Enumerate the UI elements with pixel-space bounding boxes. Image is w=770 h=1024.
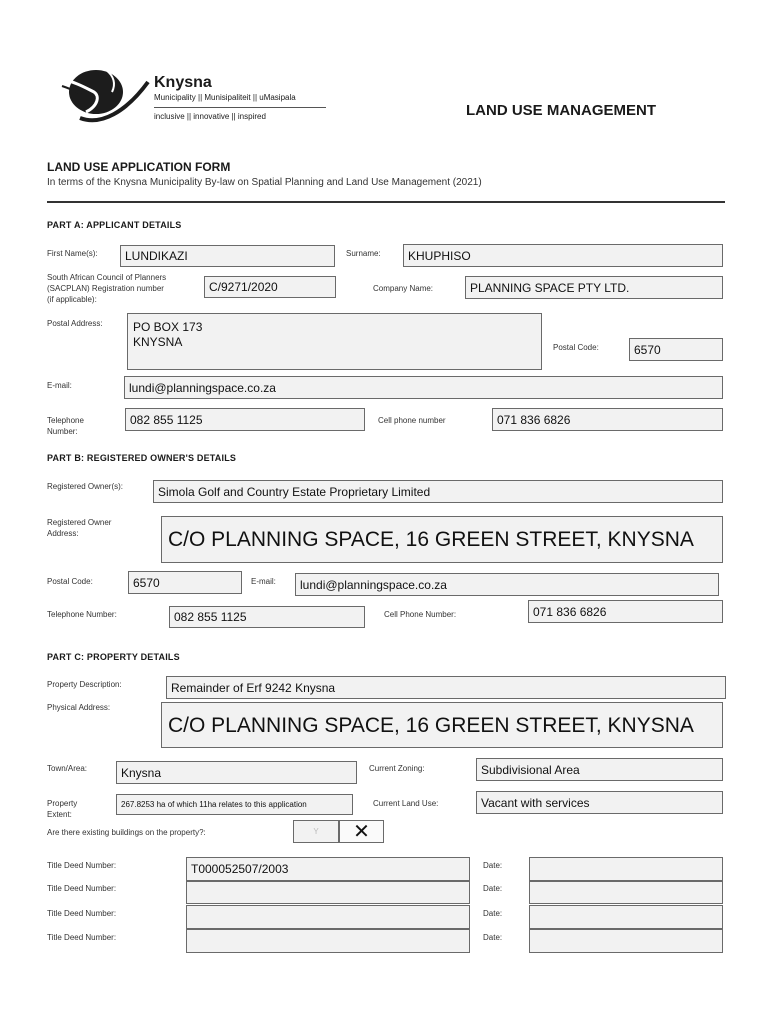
- email-field[interactable]: lundi@planningspace.co.za: [124, 376, 723, 399]
- sacplan-label-2: (SACPLAN) Registration number: [47, 284, 164, 293]
- extent-field[interactable]: 267.8253 ha of which 11ha relates to this application: [116, 794, 353, 815]
- email-label: E-mail:: [47, 381, 72, 390]
- date-label-3: Date:: [483, 909, 503, 918]
- buildings-label: Are there existing buildings on the property?:: [47, 828, 206, 837]
- zoning-label: Current Zoning:: [369, 764, 425, 773]
- cell-field[interactable]: 071 836 6826: [492, 408, 723, 431]
- first-name-label: First Name(s):: [47, 249, 98, 258]
- title-deed-field-3[interactable]: [186, 905, 470, 929]
- form-title: LAND USE APPLICATION FORM: [47, 160, 231, 174]
- owner-address-label-2: Address:: [47, 529, 79, 538]
- buildings-yes-checkbox[interactable]: Y: [293, 820, 339, 843]
- date-field-1[interactable]: [529, 857, 723, 881]
- part-c-heading: PART C: PROPERTY DETAILS: [47, 652, 180, 662]
- title-rule: [47, 201, 725, 203]
- owner-email-field[interactable]: lundi@planningspace.co.za: [295, 573, 719, 596]
- date-label-2: Date:: [483, 884, 503, 893]
- owner-cell-label: Cell Phone Number:: [384, 610, 457, 619]
- title-deed-field-1[interactable]: T000052507/2003: [186, 857, 470, 881]
- date-field-4[interactable]: [529, 929, 723, 953]
- title-deed-label-4: Title Deed Number:: [47, 933, 117, 942]
- owner-telephone-field[interactable]: 082 855 1125: [169, 606, 365, 628]
- date-field-2[interactable]: [529, 881, 723, 904]
- postal-address-line-2: KNYSNA: [133, 335, 183, 349]
- extent-label-2: Extent:: [47, 810, 72, 819]
- owner-address-label-1: Registered Owner: [47, 518, 112, 527]
- property-description-field[interactable]: Remainder of Erf 9242 Knysna: [166, 676, 726, 699]
- form-subtitle: In terms of the Knysna Municipality By-law on Spatial Planning and Land Use Management (2021): [47, 177, 482, 188]
- owner-address-field[interactable]: C/O PLANNING SPACE, 16 GREEN STREET, KNYSNA: [161, 516, 723, 563]
- title-deed-label-3: Title Deed Number:: [47, 909, 117, 918]
- land-use-field[interactable]: Vacant with services: [476, 791, 723, 814]
- town-field[interactable]: Knysna: [116, 761, 357, 784]
- extent-label-1: Property: [47, 799, 78, 808]
- physical-address-field[interactable]: C/O PLANNING SPACE, 16 GREEN STREET, KNYSNA: [161, 702, 723, 748]
- title-deed-field-4[interactable]: [186, 929, 470, 953]
- owner-field[interactable]: Simola Golf and Country Estate Proprietary Limited: [153, 480, 723, 503]
- owner-postal-code-label: Postal Code:: [47, 577, 93, 586]
- knysna-emblem-icon: [56, 62, 156, 126]
- title-deed-label-1: Title Deed Number:: [47, 861, 117, 870]
- telephone-label-2: Number:: [47, 427, 78, 436]
- company-label: Company Name:: [373, 284, 434, 293]
- town-label: Town/Area:: [47, 764, 88, 773]
- title-deed-label-2: Title Deed Number:: [47, 884, 117, 893]
- land-use-label: Current Land Use:: [373, 799, 439, 808]
- postal-address-line-1: PO BOX 173: [133, 320, 203, 334]
- zoning-field[interactable]: Subdivisional Area: [476, 758, 723, 781]
- municipality-logo: [56, 62, 336, 126]
- owner-telephone-label: Telephone Number:: [47, 610, 117, 619]
- telephone-field[interactable]: 082 855 1125: [125, 408, 365, 431]
- postal-address-label: Postal Address:: [47, 319, 103, 328]
- owner-cell-field[interactable]: 071 836 6826: [528, 600, 723, 623]
- sacplan-label-3: (if applicable):: [47, 295, 97, 304]
- owner-postal-code-field[interactable]: 6570: [128, 571, 242, 594]
- part-b-heading: PART B: REGISTERED OWNER'S DETAILS: [47, 453, 237, 463]
- sacplan-label-1: South African Council of Planners: [47, 273, 167, 282]
- title-deed-field-2[interactable]: [186, 881, 470, 904]
- telephone-label-1: Telephone: [47, 416, 84, 425]
- owner-email-label: E-mail:: [251, 577, 276, 586]
- postal-code-label: Postal Code:: [553, 343, 599, 352]
- logo-name: Knysna: [154, 74, 212, 91]
- company-field[interactable]: PLANNING SPACE PTY LTD.: [465, 276, 723, 299]
- physical-address-label: Physical Address:: [47, 703, 111, 712]
- sacplan-field[interactable]: C/9271/2020: [204, 276, 336, 298]
- part-a-heading: PART A: APPLICANT DETAILS: [47, 220, 182, 230]
- date-label-4: Date:: [483, 933, 503, 942]
- date-field-3[interactable]: [529, 905, 723, 929]
- surname-label: Surname:: [346, 249, 381, 258]
- cell-label: Cell phone number: [378, 416, 446, 425]
- surname-field[interactable]: KHUPHISO: [403, 244, 723, 267]
- postal-address-field[interactable]: [127, 313, 542, 370]
- owner-label: Registered Owner(s):: [47, 482, 124, 491]
- postal-code-field[interactable]: 6570: [629, 338, 723, 361]
- date-label-1: Date:: [483, 861, 503, 870]
- logo-subtitle: Municipality || Munisipaliteit || uMasipala: [154, 93, 296, 102]
- first-name-field[interactable]: LUNDIKAZI: [120, 245, 335, 267]
- page-title: LAND USE MANAGEMENT: [466, 102, 656, 119]
- logo-divider: [154, 107, 326, 108]
- property-description-label: Property Description:: [47, 680, 122, 689]
- buildings-no-checkbox[interactable]: ✕: [339, 820, 384, 843]
- logo-tagline: inclusive || innovative || inspired: [154, 112, 266, 121]
